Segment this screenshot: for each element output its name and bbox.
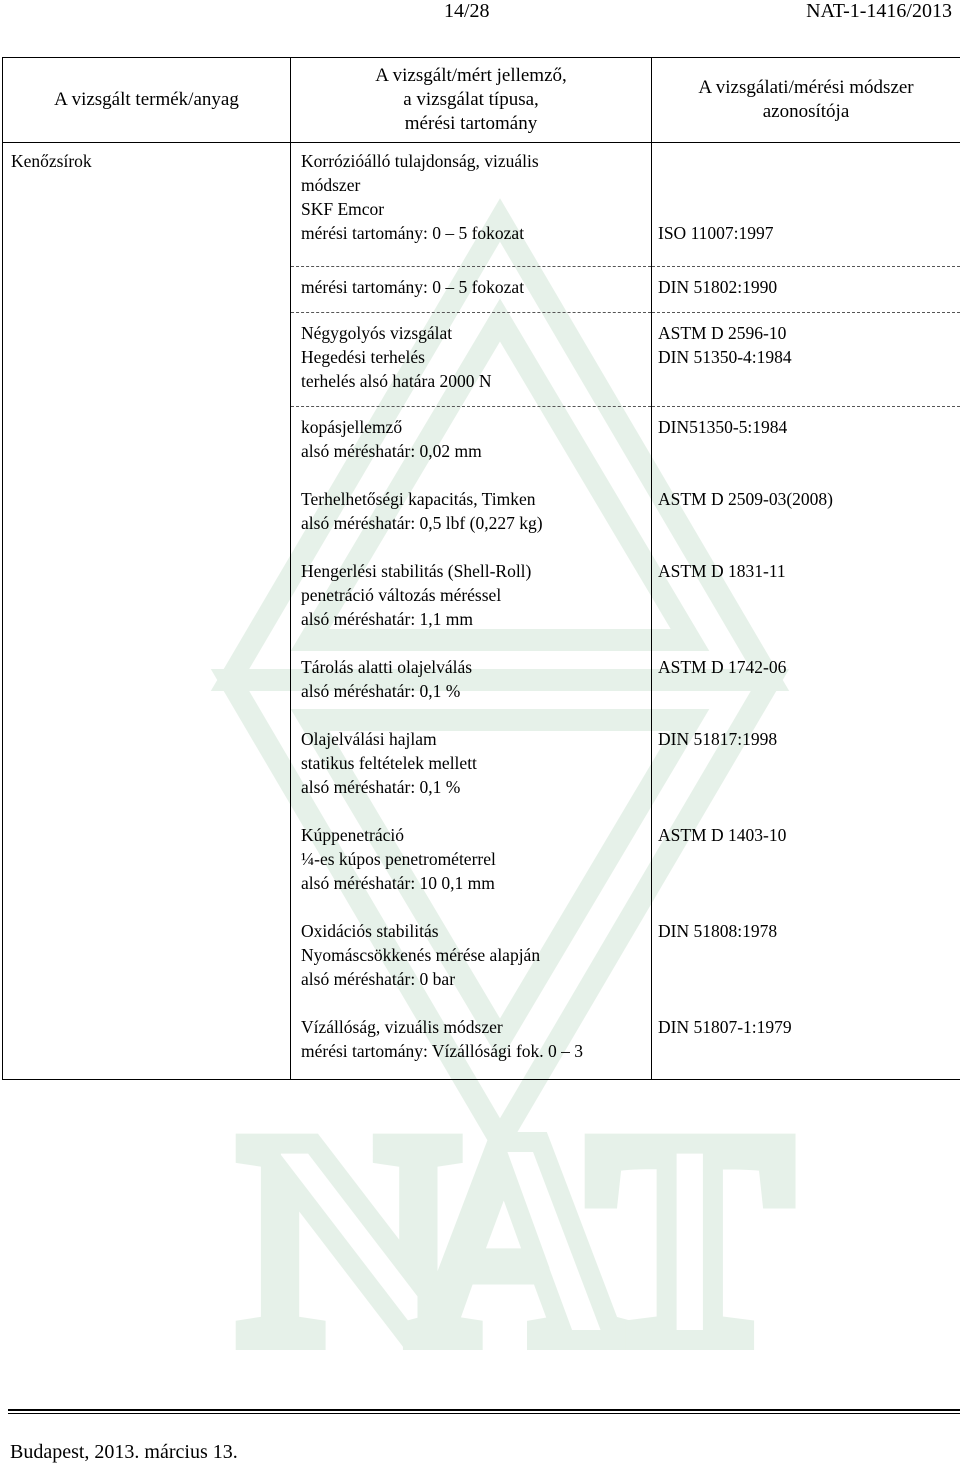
characteristic-item [291,719,651,815]
method-line: DIN 51817:1998 [658,729,778,749]
method-line: DIN 51350-4:1984 [658,347,792,367]
characteristic-line: alsó méréshatár: 10 0,1 mm [301,873,495,893]
accreditation-table [2,57,960,1080]
characteristic-line: Tárolás alatti olajelválás [301,657,473,677]
characteristic-line: alsó méréshatár: 0,1 % [301,777,461,797]
method-item [652,647,960,719]
method-line: DIN 51807-1:1979 [658,1017,792,1037]
characteristic-line: mérési tartomány: Vízállósági fok. 0 – 3 [301,1041,584,1061]
header-product: A vizsgált termék/anyag [3,58,291,143]
characteristic-item [291,647,651,719]
method-item [652,1007,960,1079]
method-item [652,719,960,815]
characteristic-line: kopásjellemző [301,417,403,437]
characteristic-item [291,479,651,551]
characteristic-item [291,551,651,647]
method-line: ASTM D 1742-06 [658,657,787,677]
product-name: Kenőzsírok [11,151,92,171]
method-item [652,267,960,313]
watermark-letter: N [240,1073,457,1360]
method-item [652,911,960,1007]
table-row [3,143,960,1080]
method-item [652,221,960,267]
characteristic-line: Hengerlési stabilitás (Shell-Roll) [301,561,532,581]
characteristic-line: ¼-es kúpos penetrométerrel [301,849,496,869]
characteristic-line: alsó méréshatár: 0,1 % [301,681,461,701]
characteristic-cell [291,143,652,1080]
characteristic-line: alsó méréshatár: 0 bar [301,969,456,989]
characteristic-line: Olajelválási hajlam [301,729,437,749]
document-id: NAT-1-1416/2013 [806,0,952,22]
method-line: ASTM D 1831-11 [658,561,786,581]
footer-rule-thin [8,1413,960,1414]
method-line: ASTM D 2596-10 [658,323,787,343]
characteristic-item [291,815,651,911]
method-item [652,551,960,647]
characteristic-line: penetráció változás méréssel [301,585,502,605]
characteristic-line: terhelés alsó határa 2000 N [301,371,492,391]
method-item [652,407,960,479]
characteristic-line: Nyomáscsökkenés mérése alapján [301,945,541,965]
header-characteristic: A vizsgált/mért jellemző, a vizsgálat típusa, mérési tartomány [291,58,652,143]
header-method: A vizsgálati/mérési módszer azonosítója [652,58,960,143]
characteristic-line: mérési tartomány: 0 – 5 fokozat [301,223,525,243]
characteristic-line: módszer [301,175,361,195]
characteristic-line: Vízállóság, vizuális módszer [301,1017,503,1037]
footer-rule [8,1409,960,1411]
method-item [652,479,960,551]
table-header-row [3,58,960,143]
watermark-letter: T [590,1073,791,1360]
method-line: ASTM D 2509-03(2008) [658,489,833,509]
characteristic-line: Négygolyós vizsgálat [301,323,453,343]
page-header [0,0,960,28]
characteristic-line: statikus feltételek mellett [301,753,477,773]
intro-characteristic [291,143,651,221]
method-cell [652,143,960,1080]
method-line: ISO 11007:1997 [658,223,774,243]
characteristic-item [291,911,651,1007]
characteristic-item [291,407,651,479]
characteristic-line: Korrózióálló tulajdonság, vizuális [301,151,539,171]
characteristic-line: SKF Emcor [301,199,385,219]
footer-place-date: Budapest, 2013. március 13. [10,1441,238,1463]
method-line: DIN 51802:1990 [658,277,778,297]
characteristic-item [291,267,651,313]
characteristic-item [291,313,651,407]
method-item [652,313,960,407]
characteristic-line: Oxidációs stabilitás [301,921,439,941]
method-line: DIN 51808:1978 [658,921,778,941]
watermark-letter: A [410,1073,627,1360]
product-cell [3,143,291,1080]
method-line: DIN51350-5:1984 [658,417,788,437]
method-line: ASTM D 1403-10 [658,825,787,845]
characteristic-line: Kúppenetráció [301,825,405,845]
characteristic-line: Hegedési terhelés [301,347,425,367]
characteristic-item [291,1007,651,1079]
method-item [652,815,960,911]
characteristic-item [291,221,651,267]
characteristic-line: alsó méréshatár: 0,5 lbf (0,227 kg) [301,513,543,533]
characteristic-line: mérési tartomány: 0 – 5 fokozat [301,277,525,297]
characteristic-line: alsó méréshatár: 0,02 mm [301,441,482,461]
characteristic-line: Terhelhetőségi kapacitás, Timken [301,489,536,509]
page-number: 14/28 [444,0,490,22]
characteristic-line: alsó méréshatár: 1,1 mm [301,609,474,629]
